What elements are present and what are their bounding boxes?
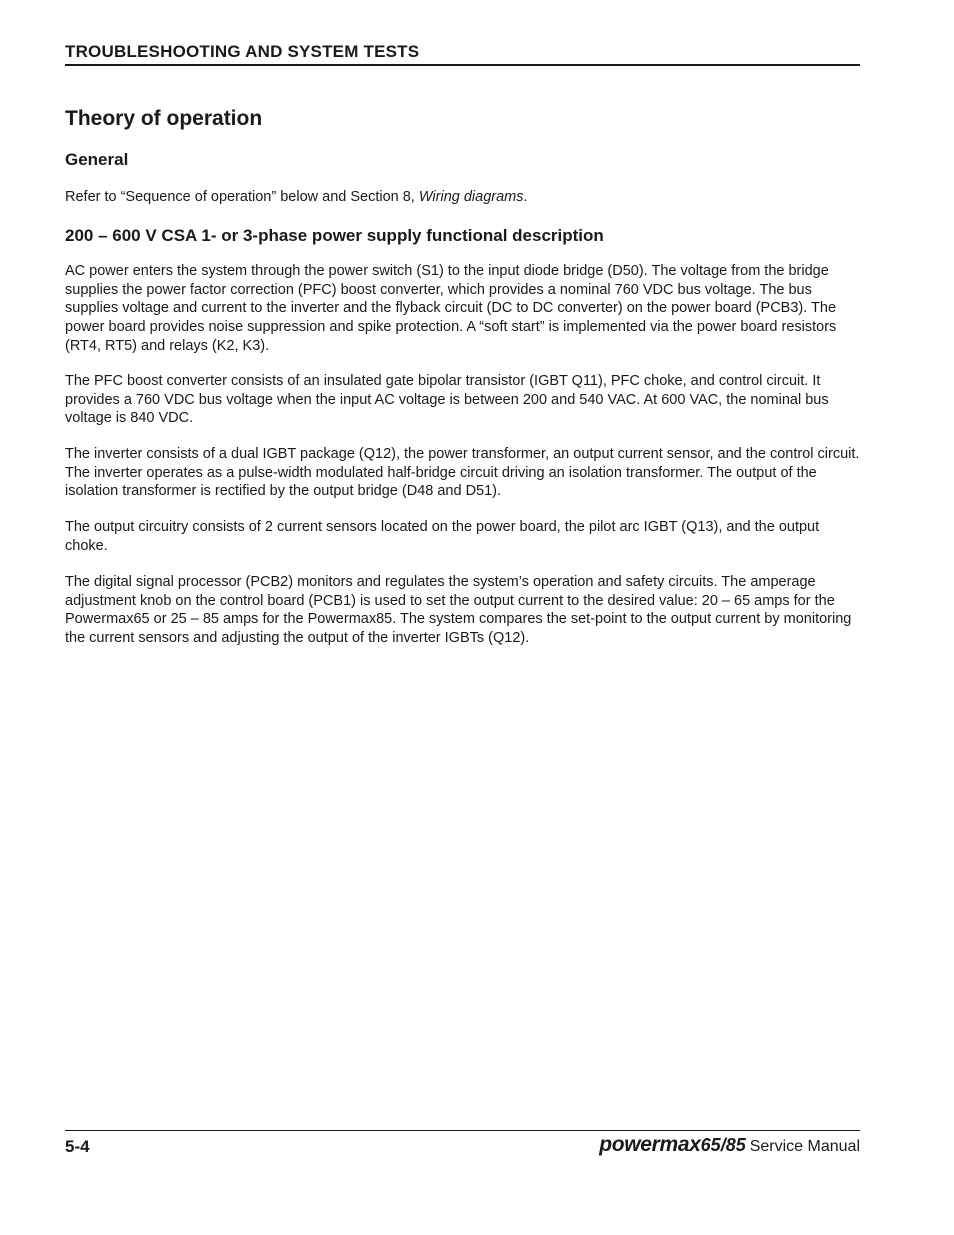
paragraph-inverter: The inverter consists of a dual IGBT package (Q12), the power transformer, an output current sensor, and the control circuit. The inverter operates as a pulse-width modulated half-bridge circuit driving an isolation transformer. The output of the isolation transformer is rectified by the output bridge (D48 and D51). [65, 446, 860, 500]
paragraph-output-circuitry: The output circuitry consists of 2 current sensors located on the power board, the pilot arc IGBT (Q13), and the output choke. [65, 519, 820, 554]
paragraph-pfc-boost: The PFC boost converter consists of an insulated gate bipolar transistor (IGBT Q11), PFC choke, and control circuit. It provides a 760 VDC bus voltage when the input AC voltage is between 200 and 540 VAC. At 600 VAC, the nominal bus voltage is 840 VDC. [65, 373, 829, 427]
general-text-before: Refer to “Sequence of operation” below and Section 8, [65, 189, 419, 205]
page-title: Theory of operation [65, 107, 263, 130]
general-paragraph [65, 188, 860, 207]
footer-divider [65, 1130, 860, 1131]
paragraph-ac-power: AC power enters the system through the power switch (S1) to the input diode bridge (D50). The voltage from the bridge supplies the power factor correction (PFC) boost converter, which provides a nominal 760 VDC bus voltage. The bus supplies voltage and current to the inverter and the flyback circuit (DC to DC converter) on the power board (PCB3). The power board provides noise suppression and spike protection. A “soft start” is implemented via the power board resistors (RT4, RT5) and relays (K2, K3). [65, 263, 837, 354]
page-number: 5-4 [65, 1137, 90, 1156]
section-header: TROUBLESHOOTING AND SYSTEM TESTS [65, 42, 420, 61]
general-text-after: . [523, 189, 528, 205]
wiring-diagrams-reference: Wiring diagrams [418, 189, 524, 205]
brand-logo: powermax [599, 1133, 701, 1156]
footer-product [599, 1133, 860, 1157]
functional-description-heading: 200 – 600 V CSA 1- or 3-phase power supply functional description [65, 226, 604, 245]
general-heading: General [65, 150, 129, 169]
paragraph-dsp: The digital signal processor (PCB2) monitors and regulates the system’s operation and safety circuits. The amperage adjustment knob on the control board (PCB1) is used to set the output current to the desired value: 20 – 65 amps for the Powermax65 or 25 – 85 amps for the Powermax85. The system compares the set-point to the output current by monitoring the current sensors and adjusting the output of the inverter IGBTs (Q12). [65, 574, 852, 647]
document-type: Service Manual [749, 1138, 860, 1155]
brand-model: 65/85 [700, 1135, 746, 1155]
header-divider [65, 64, 860, 66]
